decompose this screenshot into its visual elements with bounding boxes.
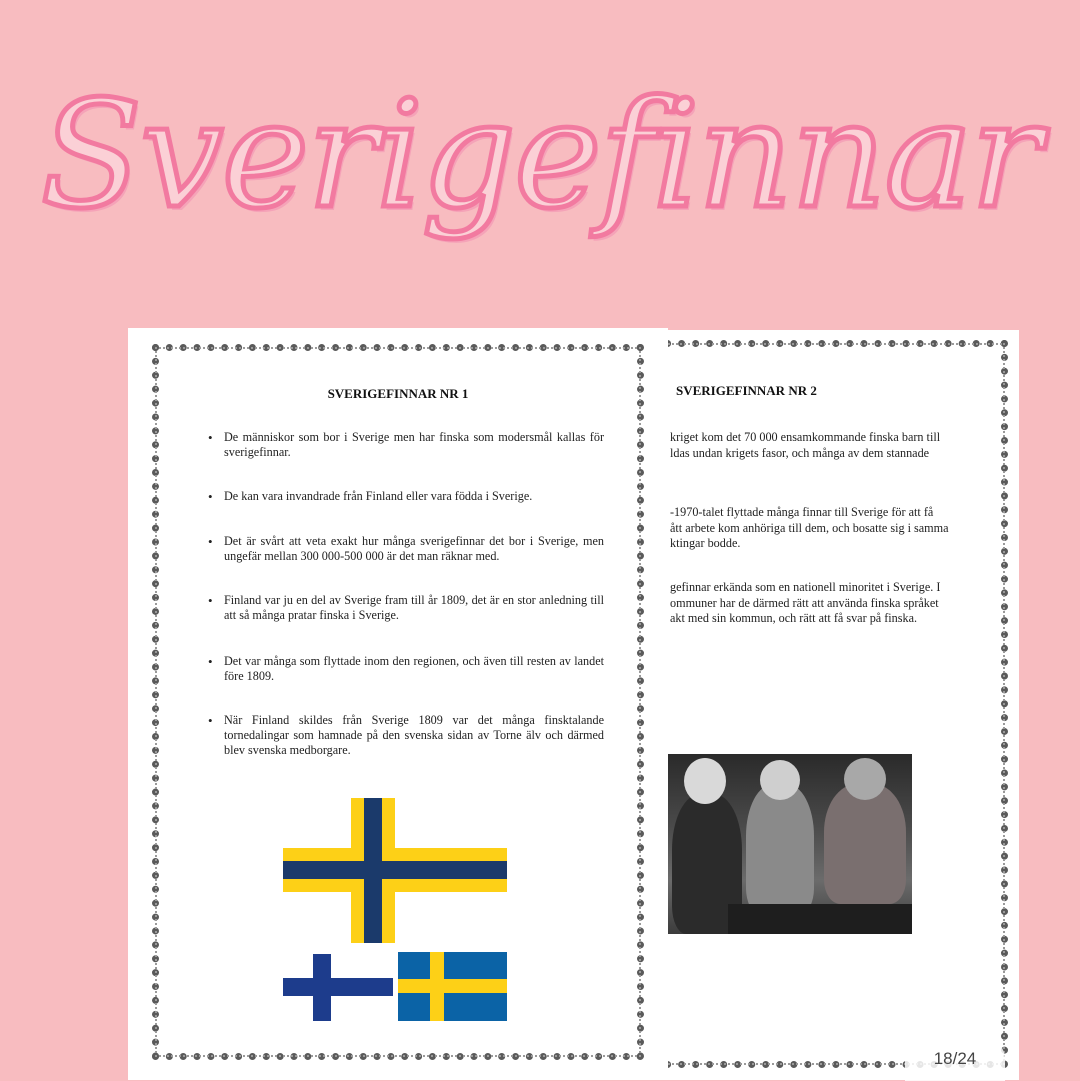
list-item: • Finland var ju en del av Sverige fram till år 1809, det är en stor anledning till att så många pratar finska i Sverige. <box>224 593 604 623</box>
finland-flag <box>283 954 393 1021</box>
paragraph: kriget kom det 70 000 ensamkommande finska barn till ldas undan krigets fasor, och många av dem stannade <box>670 430 941 460</box>
sweden-finland-flag <box>283 798 507 943</box>
list-item: • När Finland skildes från Sverige 1809 var det många finsktalande tornedalingar som hamnade på den svenska sidan av Torne älv och därmed blev svenska medborgare. <box>224 713 604 758</box>
historical-photo-children <box>668 754 912 934</box>
paragraph: -1970-talet flyttade många finnar till Sverige för att få ått arbete kom anhöriga till dem, och bosatte sig i samma ktingar bodde. <box>670 505 949 550</box>
list-item: • Det är svårt att veta exakt hur många sverigefinnar det bor i Sverige, men ungefär mellan 300 000-500 000 är det man räknar med. <box>224 534 604 564</box>
page-title: Sverigefinnar <box>40 69 1040 241</box>
page-2-heading: SVERIGEFINNAR NR 2 <box>676 383 817 398</box>
list-item: • De människor som bor i Sverige men har finska som modersmål kallas för sverigefinnar. <box>224 430 604 460</box>
document-page-1 <box>128 328 668 1080</box>
list-item: • De kan vara invandrade från Finland eller vara födda i Sverige. <box>224 489 604 504</box>
page-counter: 18/24 <box>905 1037 1005 1081</box>
paragraph: gefinnar erkända som en nationell minoritet i Sverige. I ommuner har de därmed rätt att använda finska språket akt med sin kommun, och rätt att få svar på finska. <box>670 580 941 625</box>
document-page-2 <box>662 330 1019 1080</box>
page-1-heading: SVERIGEFINNAR NR 1 <box>327 386 469 401</box>
sweden-flag <box>398 952 507 1021</box>
list-item: • Det var många som flyttade inom den regionen, och även till resten av landet före 1809. <box>224 654 604 684</box>
